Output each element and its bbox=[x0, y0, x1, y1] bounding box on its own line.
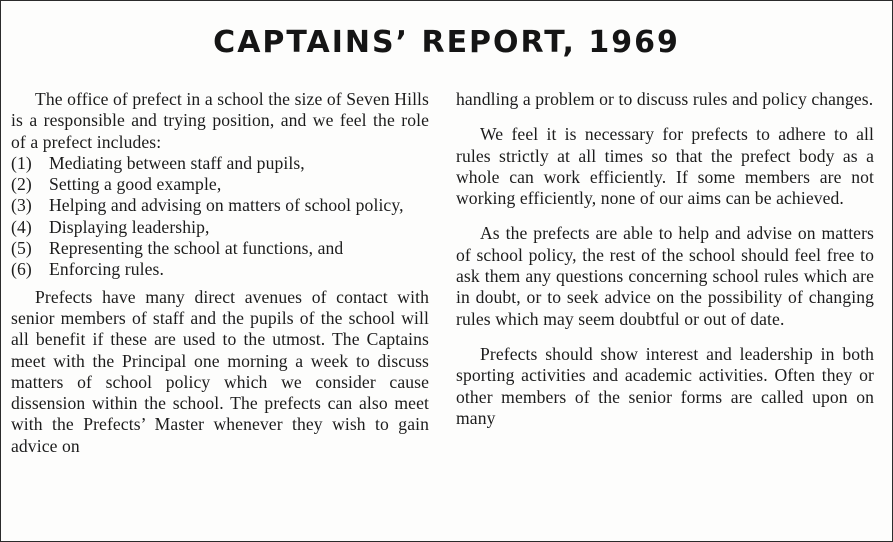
left-column bbox=[11, 89, 429, 457]
list-number: (1) bbox=[11, 152, 32, 173]
list-number: (6) bbox=[11, 259, 32, 280]
list-item bbox=[11, 259, 429, 280]
list-item bbox=[11, 174, 429, 195]
avenues-paragraph: Prefects have many direct avenues of contact with senior members of staff and the pupils of the school will all benefit if these are used to the utmost. The Captains meet with the Principal one morning a week to discuss matters of school policy which we consider cause dissension within the school. The prefects can also meet with the Prefects’ Master whenever they wish to gain advice on bbox=[11, 286, 429, 456]
list-number: (3) bbox=[11, 195, 32, 216]
list-item bbox=[11, 153, 429, 174]
list-number: (5) bbox=[11, 238, 32, 259]
list-text: Displaying leadership, bbox=[49, 216, 210, 237]
list-text: Mediating between staff and pupils, bbox=[49, 152, 305, 173]
list-item bbox=[11, 217, 429, 238]
list-item bbox=[11, 238, 429, 259]
leadership-paragraph: Prefects should show interest and leadership in both sporting activities and academic activities. Often they or other members of the senior forms are called upon on many bbox=[456, 343, 874, 428]
intro-paragraph: The office of prefect in a school the size of Seven Hills is a responsible and trying position, and we feel the role of a prefect includes: bbox=[11, 89, 429, 152]
list-text: Representing the school at functions, and bbox=[49, 238, 344, 259]
right-column bbox=[456, 89, 874, 429]
prefect-role-list bbox=[11, 153, 429, 281]
list-number: (4) bbox=[11, 216, 32, 237]
list-text: Helping and advising on matters of school policy, bbox=[49, 195, 404, 216]
list-text: Setting a good example, bbox=[49, 174, 222, 195]
rules-paragraph: We feel it is necessary for prefects to adhere to all rules strictly at all times so that the prefect body as a whole can work efficiently. If some members are not working efficiently, none of our aims can be achieved. bbox=[456, 124, 874, 209]
list-number: (2) bbox=[11, 174, 32, 195]
list-text: Enforcing rules. bbox=[49, 259, 164, 280]
policy-paragraph: As the prefects are able to help and advise on matters of school policy, the rest of the school should feel free to ask them any questions concerning school rules which are in doubt, or to seek advice on the possibility of changing rules which may seem doubtful or out of date. bbox=[456, 223, 874, 329]
page-title: CAPTAINS’ REPORT, 1969 bbox=[213, 25, 680, 60]
list-item bbox=[11, 195, 429, 216]
continued-paragraph: handling a problem or to discuss rules and policy changes. bbox=[456, 89, 874, 109]
